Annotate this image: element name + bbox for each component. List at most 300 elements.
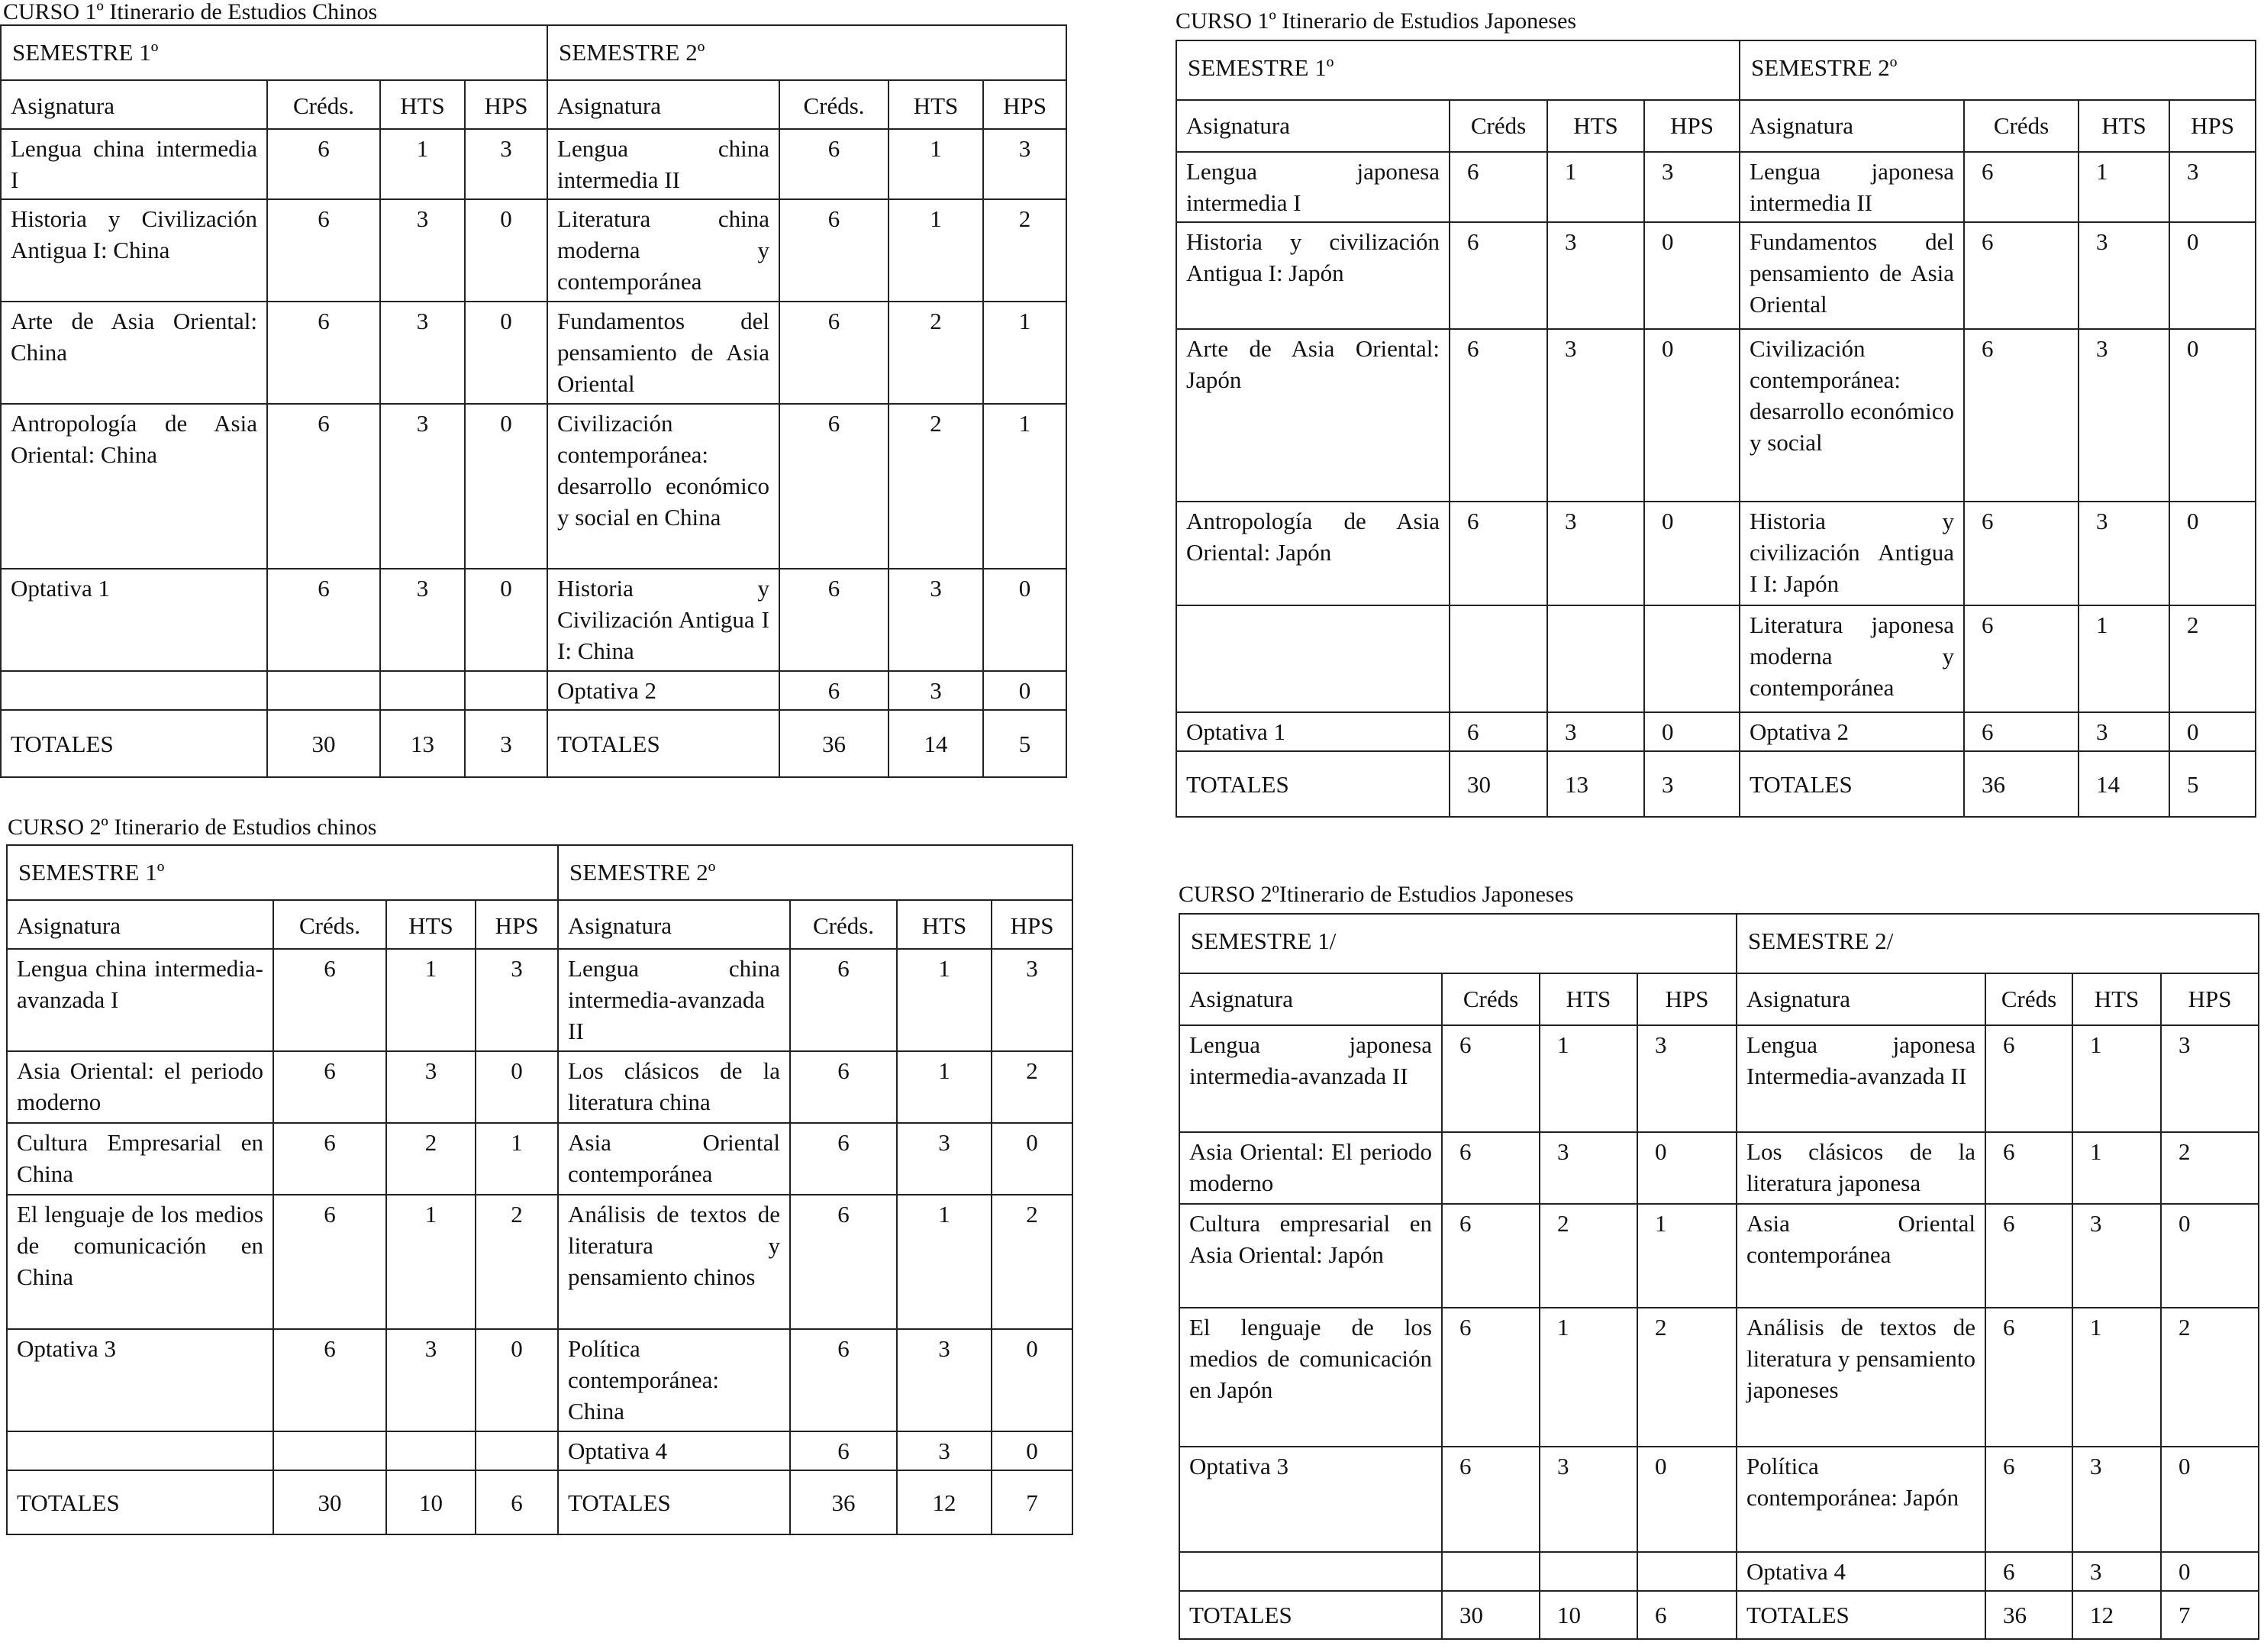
credits-cell: 6 [1450, 329, 1547, 502]
credits-cell: 6 [267, 129, 380, 199]
curriculum-table [1176, 40, 2256, 818]
hps-cell: 0 [476, 1329, 558, 1431]
hps-cell: 0 [1644, 222, 1740, 329]
column-header-credits: Créds [1442, 973, 1540, 1025]
hts-cell: 3 [2079, 222, 2169, 329]
hps-cell: 0 [983, 671, 1066, 710]
credits-cell: 6 [1964, 502, 2079, 605]
credits-cell: 6 [273, 1329, 386, 1431]
hps-cell: 0 [465, 302, 547, 404]
subject-cell: Optativa 2 [547, 671, 779, 710]
credits-cell: 6 [267, 302, 380, 404]
curriculum-table [0, 24, 1067, 778]
column-header-subject: Asignatura [1737, 973, 1985, 1025]
column-header-credits: Créds. [267, 80, 380, 129]
table-caption: CURSO 2º Itinerario de Estudios chinos [8, 815, 377, 840]
column-header-hts: HTS [386, 900, 476, 949]
hps-cell: 0 [992, 1123, 1072, 1195]
hps-cell [1644, 605, 1740, 712]
totals-row [1179, 1591, 2259, 1639]
column-header-subject: Asignatura [7, 900, 273, 949]
hps-cell [465, 671, 547, 710]
hts-cell [1540, 1552, 1637, 1591]
column-header-subject: Asignatura [1179, 973, 1442, 1025]
credits-cell: 6 [779, 129, 889, 199]
hts-cell: 1 [386, 949, 476, 1051]
credits-cell: 6 [273, 949, 386, 1051]
subject-cell [7, 1431, 273, 1470]
hts-cell: 1 [897, 1051, 992, 1123]
subject-cell: Lengua japonesa intermedia-avanzada II [1179, 1025, 1442, 1132]
table-row [1179, 1204, 2259, 1308]
subject-cell: Historia y Civilización Antigua I: China [1, 199, 267, 302]
credits-cell: 6 [1442, 1204, 1540, 1308]
column-header-hps: HPS [1637, 973, 1737, 1025]
credits-cell: 6 [1442, 1132, 1540, 1204]
credits-cell: 6 [1985, 1025, 2072, 1132]
hts-cell: 3 [1540, 1132, 1637, 1204]
credits-cell: 6 [273, 1051, 386, 1123]
hts-cell: 3 [897, 1329, 992, 1431]
hts-cell: 1 [386, 1195, 476, 1329]
subject-cell: Política contemporánea: Japón [1737, 1447, 1985, 1552]
credits-cell: 6 [267, 404, 380, 569]
credits-cell: 6 [790, 1123, 897, 1195]
total-credits: 36 [1985, 1591, 2072, 1639]
credits-cell: 6 [1450, 502, 1547, 605]
table-row [1, 671, 1066, 710]
subject-cell: Civilización contemporánea: desarrollo económico y social [1740, 329, 1964, 502]
credits-cell: 6 [790, 1431, 897, 1470]
total-hps: 5 [2169, 751, 2256, 817]
hts-cell: 1 [2072, 1308, 2161, 1447]
table-row [1176, 329, 2256, 502]
credits-cell: 6 [1964, 329, 2079, 502]
hts-cell: 2 [889, 404, 983, 569]
column-header-credits: Créds. [790, 900, 897, 949]
subject-cell: Cultura Empresarial en China [7, 1123, 273, 1195]
totals-label: TOTALES [1179, 1591, 1442, 1639]
total-hts: 10 [386, 1470, 476, 1534]
credits-cell: 6 [1964, 712, 2079, 751]
subject-cell: Antropología de Asia Oriental: China [1, 404, 267, 569]
subject-cell: Optativa 4 [1737, 1552, 1985, 1591]
total-hts: 12 [897, 1470, 992, 1534]
hts-cell: 2 [889, 302, 983, 404]
subject-cell: Lengua japonesa intermedia II [1740, 152, 1964, 222]
hps-cell: 0 [992, 1329, 1072, 1431]
hps-cell: 3 [983, 129, 1066, 199]
credits-cell: 6 [267, 199, 380, 302]
totals-label: TOTALES [7, 1470, 273, 1534]
subject-cell: Optativa 3 [7, 1329, 273, 1431]
total-hps: 6 [476, 1470, 558, 1534]
hps-cell: 3 [2169, 152, 2256, 222]
totals-label: TOTALES [1740, 751, 1964, 817]
hts-cell: 3 [889, 569, 983, 671]
subject-cell: Los clásicos de la literatura china [558, 1051, 790, 1123]
credits-cell [267, 671, 380, 710]
table-row [1179, 1132, 2259, 1204]
column-header-hts: HTS [380, 80, 465, 129]
credits-cell: 6 [1442, 1025, 1540, 1132]
hts-cell [386, 1431, 476, 1470]
hps-cell: 0 [2169, 222, 2256, 329]
subject-cell: Lengua china intermedia II [547, 129, 779, 199]
table-row [1, 199, 1066, 302]
hts-cell: 2 [1540, 1204, 1637, 1308]
hps-cell: 2 [992, 1195, 1072, 1329]
hps-cell: 0 [2169, 502, 2256, 605]
hps-cell: 0 [476, 1051, 558, 1123]
hts-cell: 1 [2072, 1132, 2161, 1204]
hts-cell: 3 [1547, 329, 1644, 502]
subject-cell: Lengua china intermedia I [1, 129, 267, 199]
credits-cell [1450, 605, 1547, 712]
credits-cell: 6 [1964, 605, 2079, 712]
subject-cell: Lengua china intermedia-avanzada II [558, 949, 790, 1051]
table-block-curso2-japoneses [1179, 882, 2258, 1640]
hps-cell: 3 [1637, 1025, 1737, 1132]
subject-cell [1179, 1552, 1442, 1591]
table-caption: CURSO 1º Itinerario de Estudios Chinos [3, 0, 378, 24]
hts-cell: 1 [889, 129, 983, 199]
totals-label: TOTALES [1737, 1591, 1985, 1639]
table-row [1179, 1308, 2259, 1447]
subject-cell: Asia Oriental contemporánea [558, 1123, 790, 1195]
table-row [1179, 1447, 2259, 1552]
hts-cell: 1 [380, 129, 465, 199]
semester-1-header: SEMESTRE 1º [7, 845, 558, 900]
total-credits: 36 [790, 1470, 897, 1534]
hps-cell: 1 [983, 302, 1066, 404]
table-row [1176, 502, 2256, 605]
hps-cell: 0 [1637, 1132, 1737, 1204]
hts-cell: 3 [897, 1123, 992, 1195]
semester-1-header: SEMESTRE 1º [1176, 40, 1740, 100]
hps-cell: 3 [1644, 152, 1740, 222]
column-header-hts: HTS [897, 900, 992, 949]
total-hts: 12 [2072, 1591, 2161, 1639]
table-row [1176, 605, 2256, 712]
credits-cell: 6 [790, 1195, 897, 1329]
hps-cell: 2 [2169, 605, 2256, 712]
credits-cell: 6 [790, 949, 897, 1051]
column-header-hps: HPS [2161, 973, 2259, 1025]
total-credits: 30 [273, 1470, 386, 1534]
curriculum-table [1179, 913, 2259, 1640]
subject-cell: Asia Oriental: el periodo moderno [7, 1051, 273, 1123]
total-credits: 30 [267, 710, 380, 777]
semester-1-header: SEMESTRE 1º [1, 25, 547, 80]
total-hts: 14 [2079, 751, 2169, 817]
column-header-hps: HPS [983, 80, 1066, 129]
totals-row [1176, 751, 2256, 817]
credits-cell: 6 [1442, 1308, 1540, 1447]
hps-cell: 3 [2161, 1025, 2259, 1132]
hps-cell: 2 [2161, 1132, 2259, 1204]
credits-cell: 6 [779, 671, 889, 710]
semester-2-header: SEMESTRE 2º [1740, 40, 2256, 100]
hts-cell: 1 [897, 1195, 992, 1329]
totals-row [7, 1470, 1072, 1534]
column-header-hps: HPS [1644, 100, 1740, 152]
total-hts: 10 [1540, 1591, 1637, 1639]
table-block-curso1-japoneses [1176, 9, 2255, 818]
hps-cell: 3 [465, 129, 547, 199]
column-header-subject: Asignatura [1176, 100, 1450, 152]
subject-cell: Fundamentos del pensamiento de Asia Oriental [1740, 222, 1964, 329]
semester-2-header: SEMESTRE 2º [547, 25, 1066, 80]
total-hps: 6 [1637, 1591, 1737, 1639]
hts-cell: 1 [2079, 605, 2169, 712]
credits-cell: 6 [790, 1329, 897, 1431]
subject-cell: El lenguaje de los medios de comunicación en Japón [1179, 1308, 1442, 1447]
subject-cell: Antropología de Asia Oriental: Japón [1176, 502, 1450, 605]
column-header-subject: Asignatura [1, 80, 267, 129]
column-header-credits: Créds. [273, 900, 386, 949]
credits-cell: 6 [1985, 1204, 2072, 1308]
credits-cell: 6 [273, 1123, 386, 1195]
subject-cell: Fundamentos del pensamiento de Asia Oriental [547, 302, 779, 404]
table-row [1176, 152, 2256, 222]
hps-cell: 1 [1637, 1204, 1737, 1308]
credits-cell: 6 [1450, 712, 1547, 751]
table-row [1, 129, 1066, 199]
hps-cell: 0 [1637, 1447, 1737, 1552]
column-header-hps: HPS [2169, 100, 2256, 152]
hts-cell: 3 [889, 671, 983, 710]
credits-cell: 6 [1450, 222, 1547, 329]
column-header-hts: HTS [2072, 973, 2161, 1025]
subject-cell: Civilización contemporánea: desarrollo económico y social en China [547, 404, 779, 569]
subject-cell: Los clásicos de la literatura japonesa [1737, 1132, 1985, 1204]
column-header-hts: HTS [2079, 100, 2169, 152]
hps-cell: 0 [1644, 712, 1740, 751]
column-header-hps: HPS [465, 80, 547, 129]
hps-cell: 2 [2161, 1308, 2259, 1447]
hts-cell: 3 [2072, 1204, 2161, 1308]
hps-cell: 1 [476, 1123, 558, 1195]
hts-cell: 3 [380, 199, 465, 302]
credits-cell: 6 [779, 302, 889, 404]
subject-cell: Lengua china intermedia-avanzada I [7, 949, 273, 1051]
table-row [1, 404, 1066, 569]
hts-cell: 3 [1547, 712, 1644, 751]
hts-cell: 3 [386, 1051, 476, 1123]
totals-label: TOTALES [1176, 751, 1450, 817]
hts-cell: 1 [2079, 152, 2169, 222]
credits-cell: 6 [779, 199, 889, 302]
hts-cell: 3 [380, 302, 465, 404]
subject-cell: Análisis de textos de literatura y pensamiento chinos [558, 1195, 790, 1329]
subject-cell: Historia y civilización Antigua I I: Japón [1740, 502, 1964, 605]
hps-cell: 2 [983, 199, 1066, 302]
hts-cell: 3 [1547, 222, 1644, 329]
total-hps: 3 [465, 710, 547, 777]
credits-cell: 6 [273, 1195, 386, 1329]
subject-cell: Asia Oriental: El periodo moderno [1179, 1132, 1442, 1204]
hps-cell: 2 [1637, 1308, 1737, 1447]
subject-cell [1176, 605, 1450, 712]
credits-cell [1442, 1552, 1540, 1591]
column-header-subject: Asignatura [1740, 100, 1964, 152]
subject-cell: Optativa 4 [558, 1431, 790, 1470]
credits-cell: 6 [779, 569, 889, 671]
column-header-hts: HTS [889, 80, 983, 129]
table-row [7, 1329, 1072, 1431]
table-block-curso1-chinos [0, 0, 1066, 778]
total-hts: 13 [1547, 751, 1644, 817]
total-hps: 3 [1644, 751, 1740, 817]
hts-cell: 3 [2072, 1447, 2161, 1552]
hps-cell: 0 [992, 1431, 1072, 1470]
curriculum-table [6, 844, 1073, 1535]
subject-cell: Arte de Asia Oriental: Japón [1176, 329, 1450, 502]
credits-cell: 6 [1450, 152, 1547, 222]
table-row [1179, 1025, 2259, 1132]
credits-cell: 6 [1985, 1132, 2072, 1204]
hts-cell: 3 [897, 1431, 992, 1470]
column-header-credits: Créds [1964, 100, 2079, 152]
credits-cell: 6 [1985, 1308, 2072, 1447]
hts-cell: 1 [2072, 1025, 2161, 1132]
credits-cell: 6 [1964, 152, 2079, 222]
hps-cell: 3 [476, 949, 558, 1051]
hps-cell: 0 [2169, 329, 2256, 502]
hps-cell: 3 [992, 949, 1072, 1051]
hts-cell [380, 671, 465, 710]
column-header-credits: Créds [1450, 100, 1547, 152]
semester-2-header: SEMESTRE 2º [558, 845, 1072, 900]
hts-cell: 3 [2072, 1552, 2161, 1591]
hps-cell [476, 1431, 558, 1470]
hps-cell: 0 [983, 569, 1066, 671]
credits-cell: 6 [1985, 1552, 2072, 1591]
hps-cell: 2 [992, 1051, 1072, 1123]
hps-cell: 0 [465, 569, 547, 671]
credits-cell: 6 [790, 1051, 897, 1123]
table-row [7, 1051, 1072, 1123]
table-row [1176, 222, 2256, 329]
semester-1-header: SEMESTRE 1/ [1179, 914, 1737, 973]
semester-2-header: SEMESTRE 2/ [1737, 914, 2259, 973]
totals-label: TOTALES [1, 710, 267, 777]
subject-cell: Optativa 1 [1, 569, 267, 671]
hts-cell: 1 [1540, 1308, 1637, 1447]
subject-cell: Historia y civilización Antigua I: Japón [1176, 222, 1450, 329]
hts-cell: 1 [897, 949, 992, 1051]
total-hps: 7 [2161, 1591, 2259, 1639]
hts-cell: 1 [1540, 1025, 1637, 1132]
hts-cell: 3 [2079, 712, 2169, 751]
credits-cell: 6 [1985, 1447, 2072, 1552]
totals-label: TOTALES [558, 1470, 790, 1534]
total-hps: 7 [992, 1470, 1072, 1534]
subject-cell: Asia Oriental contemporánea [1737, 1204, 1985, 1308]
hts-cell: 3 [380, 404, 465, 569]
subject-cell: Lengua japonesa Intermedia-avanzada II [1737, 1025, 1985, 1132]
subject-cell: Literatura japonesa moderna y contemporánea [1740, 605, 1964, 712]
hps-cell: 0 [2161, 1447, 2259, 1552]
total-credits: 36 [779, 710, 889, 777]
total-hts: 14 [889, 710, 983, 777]
table-row [1176, 712, 2256, 751]
total-hps: 5 [983, 710, 1066, 777]
hps-cell: 0 [1644, 502, 1740, 605]
subject-cell: Historia y Civilización Antigua I I: China [547, 569, 779, 671]
hps-cell: 0 [1644, 329, 1740, 502]
column-header-hts: HTS [1547, 100, 1644, 152]
hts-cell: 3 [1547, 502, 1644, 605]
hts-cell: 2 [386, 1123, 476, 1195]
hts-cell: 3 [1540, 1447, 1637, 1552]
hps-cell [1637, 1552, 1737, 1591]
table-row [7, 1431, 1072, 1470]
hts-cell: 1 [889, 199, 983, 302]
totals-label: TOTALES [547, 710, 779, 777]
column-header-subject: Asignatura [558, 900, 790, 949]
hps-cell: 0 [465, 199, 547, 302]
column-header-credits: Créds. [779, 80, 889, 129]
column-header-hts: HTS [1540, 973, 1637, 1025]
credits-cell: 6 [1964, 222, 2079, 329]
hts-cell: 1 [1547, 152, 1644, 222]
table-caption: CURSO 1º Itinerario de Estudios Japoneses [1176, 8, 1577, 34]
credits-cell [273, 1431, 386, 1470]
table-row [7, 1195, 1072, 1329]
subject-cell: Arte de Asia Oriental: China [1, 302, 267, 404]
subject-cell: Literatura china moderna y contemporánea [547, 199, 779, 302]
subject-cell: Optativa 1 [1176, 712, 1450, 751]
table-row [7, 1123, 1072, 1195]
subject-cell: Política contemporánea: China [558, 1329, 790, 1431]
hps-cell: 0 [2161, 1204, 2259, 1308]
hts-cell [1547, 605, 1644, 712]
total-credits: 30 [1450, 751, 1547, 817]
subject-cell: Análisis de textos de literatura y pensamiento japoneses [1737, 1308, 1985, 1447]
table-caption: CURSO 2ºItinerario de Estudios Japoneses [1179, 882, 1574, 907]
subject-cell [1, 671, 267, 710]
hts-cell: 3 [380, 569, 465, 671]
table-row [1, 302, 1066, 404]
column-header-hps: HPS [476, 900, 558, 949]
column-header-credits: Créds [1985, 973, 2072, 1025]
subject-cell: Cultura empresarial en Asia Oriental: Japón [1179, 1204, 1442, 1308]
hts-cell: 3 [2079, 329, 2169, 502]
credits-cell: 6 [1442, 1447, 1540, 1552]
column-header-hps: HPS [992, 900, 1072, 949]
total-hts: 13 [380, 710, 465, 777]
hps-cell: 1 [983, 404, 1066, 569]
hps-cell: 2 [476, 1195, 558, 1329]
credits-cell: 6 [779, 404, 889, 569]
hps-cell: 0 [465, 404, 547, 569]
hps-cell: 0 [2169, 712, 2256, 751]
total-credits: 30 [1442, 1591, 1540, 1639]
totals-row [1, 710, 1066, 777]
table-row [1179, 1552, 2259, 1591]
subject-cell: El lenguaje de los medios de comunicación en China [7, 1195, 273, 1329]
hts-cell: 3 [386, 1329, 476, 1431]
subject-cell: Lengua japonesa intermedia I [1176, 152, 1450, 222]
table-block-curso2-chinos [6, 815, 1072, 1535]
table-row [1, 569, 1066, 671]
total-credits: 36 [1964, 751, 2079, 817]
subject-cell: Optativa 3 [1179, 1447, 1442, 1552]
hts-cell: 3 [2079, 502, 2169, 605]
subject-cell: Optativa 2 [1740, 712, 1964, 751]
